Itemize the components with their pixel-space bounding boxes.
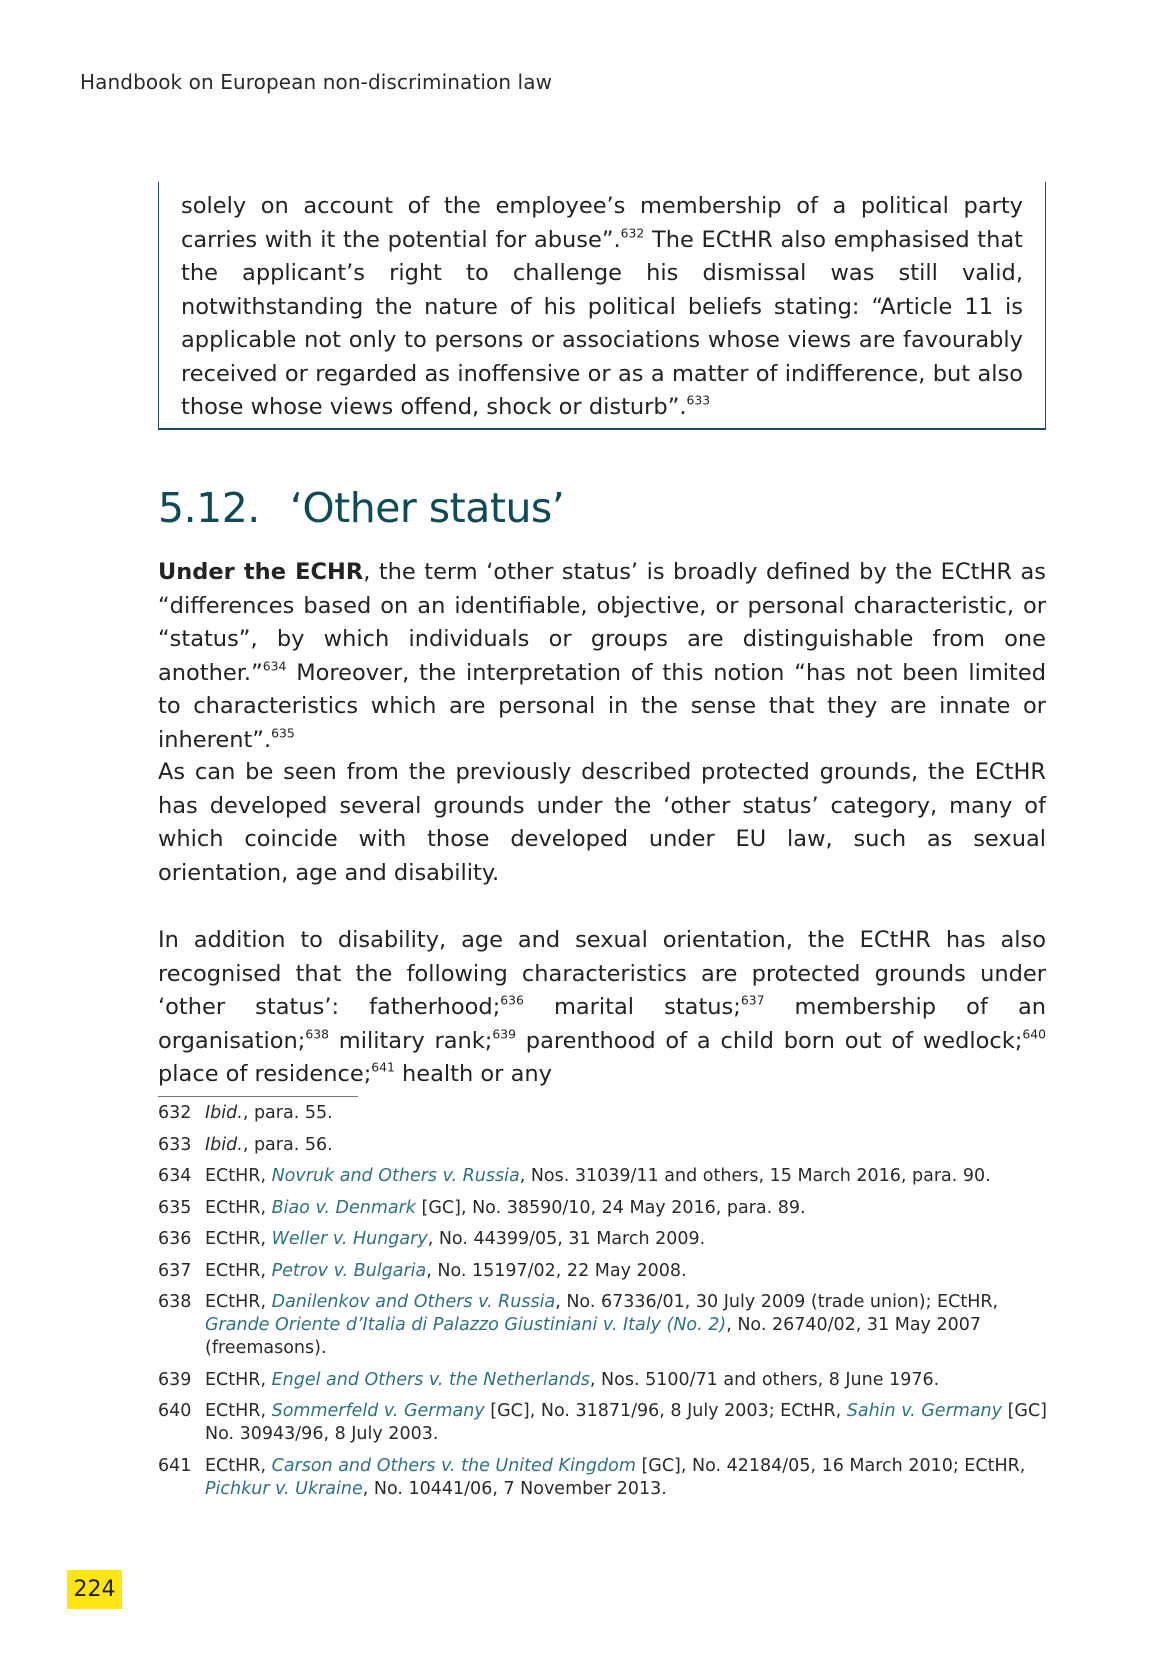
footnote-divider	[158, 1096, 358, 1097]
footnote-637	[158, 1260, 1058, 1283]
quote-box	[158, 182, 1046, 430]
paragraph-text: In addition to disability, age and sexual orientation, the ECtHR has also recognised that the following characteristics are protected grounds under ‘other status’: fatherhood;	[158, 927, 1046, 1020]
section-heading	[158, 484, 564, 532]
footnote-ref[interactable]: 635	[271, 726, 295, 741]
footnote-ref[interactable]: 637	[740, 993, 765, 1008]
footnote-ref[interactable]: 639	[492, 1027, 516, 1042]
footnote-ref[interactable]: 640	[1022, 1027, 1047, 1042]
footnote-text: , No. 15197/02, 22 May 2008.	[426, 1260, 687, 1281]
footnote-632	[158, 1102, 1058, 1125]
footnote-number: 635	[158, 1197, 192, 1218]
paragraph-text: health or any	[394, 1061, 552, 1087]
paragraph-text: parenthood of a child born out of wedlock;	[515, 1027, 1023, 1054]
case-link[interactable]: Weller v. Hungary	[271, 1229, 428, 1249]
footnote-635	[158, 1197, 1058, 1220]
footnote-ref[interactable]: 636	[500, 993, 524, 1008]
footnote-number: 634	[158, 1166, 192, 1186]
footnote-text: , para. 56.	[242, 1134, 333, 1155]
footnote-ref[interactable]: 638	[305, 1027, 329, 1042]
footnote-number: 632	[158, 1103, 192, 1123]
paragraph-text: Moreover, the interpretation of this notion “has not been limited to characteristics which are personal in the sense that they are innate or inherent”.	[158, 659, 1046, 753]
case-link[interactable]: Engel and Others v. the Netherlands	[271, 1369, 590, 1390]
footnote-number: 638	[158, 1292, 192, 1312]
footnote-640	[158, 1400, 1058, 1446]
paragraph-text: membership of an organisation;	[158, 994, 1046, 1054]
section-number: 5.12.	[158, 484, 260, 532]
footnote-ref[interactable]: 641	[371, 1060, 395, 1075]
footnote-text: , para. 55.	[242, 1103, 333, 1123]
case-link[interactable]: Novruk and Others v. Russia	[271, 1166, 520, 1186]
footnote-italic: Ibid.	[205, 1103, 243, 1123]
footnote-text: , No. 67336/01, 30 July 2009 (trade union); ECtHR,	[555, 1292, 999, 1312]
footnote-ref[interactable]: 632	[620, 226, 645, 241]
paragraph: As can be seen from the previously described protected grounds, the ECtHR has developed several grounds under the ‘other status’ category, many of which coincide with those developed under EU law, such as sexual orientation, age and disability.	[158, 759, 1046, 886]
paragraph	[158, 924, 1046, 1092]
footnote-text: ECtHR,	[205, 1260, 272, 1281]
case-link[interactable]: Danilenkov and Others v. Russia	[271, 1292, 556, 1312]
paragraph-text: , the term ‘other status’ is broadly defined by the ECtHR as “differences based on an identifiable, objective, or personal characteristic, or “status”, by which individuals or groups are distinguishable from one another.”	[158, 559, 1046, 686]
footnote-text: , Nos. 5100/71 and others, 8 June 1976.	[589, 1369, 940, 1390]
footnote-text: ECtHR,	[205, 1455, 272, 1476]
footnote-text: ECtHR,	[205, 1369, 272, 1390]
footnote-633	[158, 1134, 1058, 1157]
footnotes	[158, 1102, 1058, 1509]
case-link[interactable]: Petrov v. Bulgaria	[271, 1260, 427, 1281]
footnote-number: 641	[158, 1455, 192, 1476]
footnote-number: 640	[158, 1401, 192, 1421]
footnote-text: [GC], No. 42184/05, 16 March 2010; ECtHR,	[635, 1455, 1026, 1476]
quote-text: The ECtHR also emphasised that the applicant’s right to challenge his dismissal was still valid, notwithstanding the nature of his political beliefs stating: “Article 11 is applicable not only to persons or associations whose views are favourably received or regarded as inoffensive or as a matter of indifference, but also those whose views offend, shock or disturb”.	[181, 226, 1023, 420]
footnote-text: ECtHR,	[205, 1229, 272, 1249]
case-link[interactable]: Pichkur v. Ukraine	[205, 1478, 363, 1499]
paragraph-text: military rank;	[329, 1027, 493, 1054]
paragraph-text: marital status;	[523, 994, 741, 1020]
footnote-ref[interactable]: 633	[686, 393, 711, 408]
footnote-text: [GC], No. 38590/10, 24 May 2016, para. 89.	[415, 1197, 806, 1218]
footnote-text: [GC], No. 31871/96, 8 July 2003; ECtHR,	[484, 1401, 847, 1421]
page-number-badge: 224	[67, 1570, 122, 1609]
footnote-641	[158, 1455, 1058, 1501]
footnote-634	[158, 1165, 1058, 1188]
footnote-number: 637	[158, 1260, 192, 1281]
paragraph	[158, 556, 1046, 757]
footnote-text: [GC] No. 30943/96, 8 July 2003.	[205, 1401, 1047, 1444]
bold-lead: Under the ECHR	[158, 559, 364, 585]
case-link[interactable]: Grande Oriente d’Italia di Palazzo Giustiniani v. Italy (No. 2)	[205, 1315, 727, 1335]
footnote-text: , No. 10441/06, 7 November 2013.	[362, 1478, 667, 1499]
section-title: ‘Other status’	[289, 484, 565, 532]
footnote-text: ECtHR,	[205, 1166, 272, 1186]
footnote-638	[158, 1291, 1058, 1360]
case-link[interactable]: Carson and Others v. the United Kingdom	[271, 1455, 636, 1476]
footnote-text: , No. 44399/05, 31 March 2009.	[427, 1229, 706, 1249]
footnote-italic: Ibid.	[205, 1134, 243, 1155]
paragraph-text: place of residence;	[158, 1061, 372, 1087]
footnote-636	[158, 1228, 1058, 1251]
running-header: Handbook on European non-discrimination law	[80, 70, 553, 94]
quote-text: solely on account of the employee’s membership of a political party carries with it the potential for abuse”.	[181, 193, 1023, 253]
footnote-text: ECtHR,	[205, 1292, 272, 1312]
footnote-number: 633	[158, 1134, 192, 1155]
footnote-text: ECtHR,	[205, 1197, 272, 1218]
footnote-639	[158, 1369, 1058, 1392]
footnote-number: 639	[158, 1369, 192, 1390]
footnote-text: , No. 26740/02, 31 May 2007 (freemasons).	[205, 1315, 982, 1358]
case-link[interactable]: Sommerfeld v. Germany	[271, 1401, 485, 1421]
footnote-text: , Nos. 31039/11 and others, 15 March 2016, para. 90.	[519, 1166, 991, 1186]
footnote-text: ECtHR,	[205, 1401, 272, 1421]
footnote-number: 636	[158, 1229, 192, 1249]
case-link[interactable]: Sahin v. Germany	[846, 1401, 1002, 1421]
case-link[interactable]: Biao v. Denmark	[271, 1197, 416, 1218]
footnote-ref[interactable]: 634	[262, 659, 287, 674]
